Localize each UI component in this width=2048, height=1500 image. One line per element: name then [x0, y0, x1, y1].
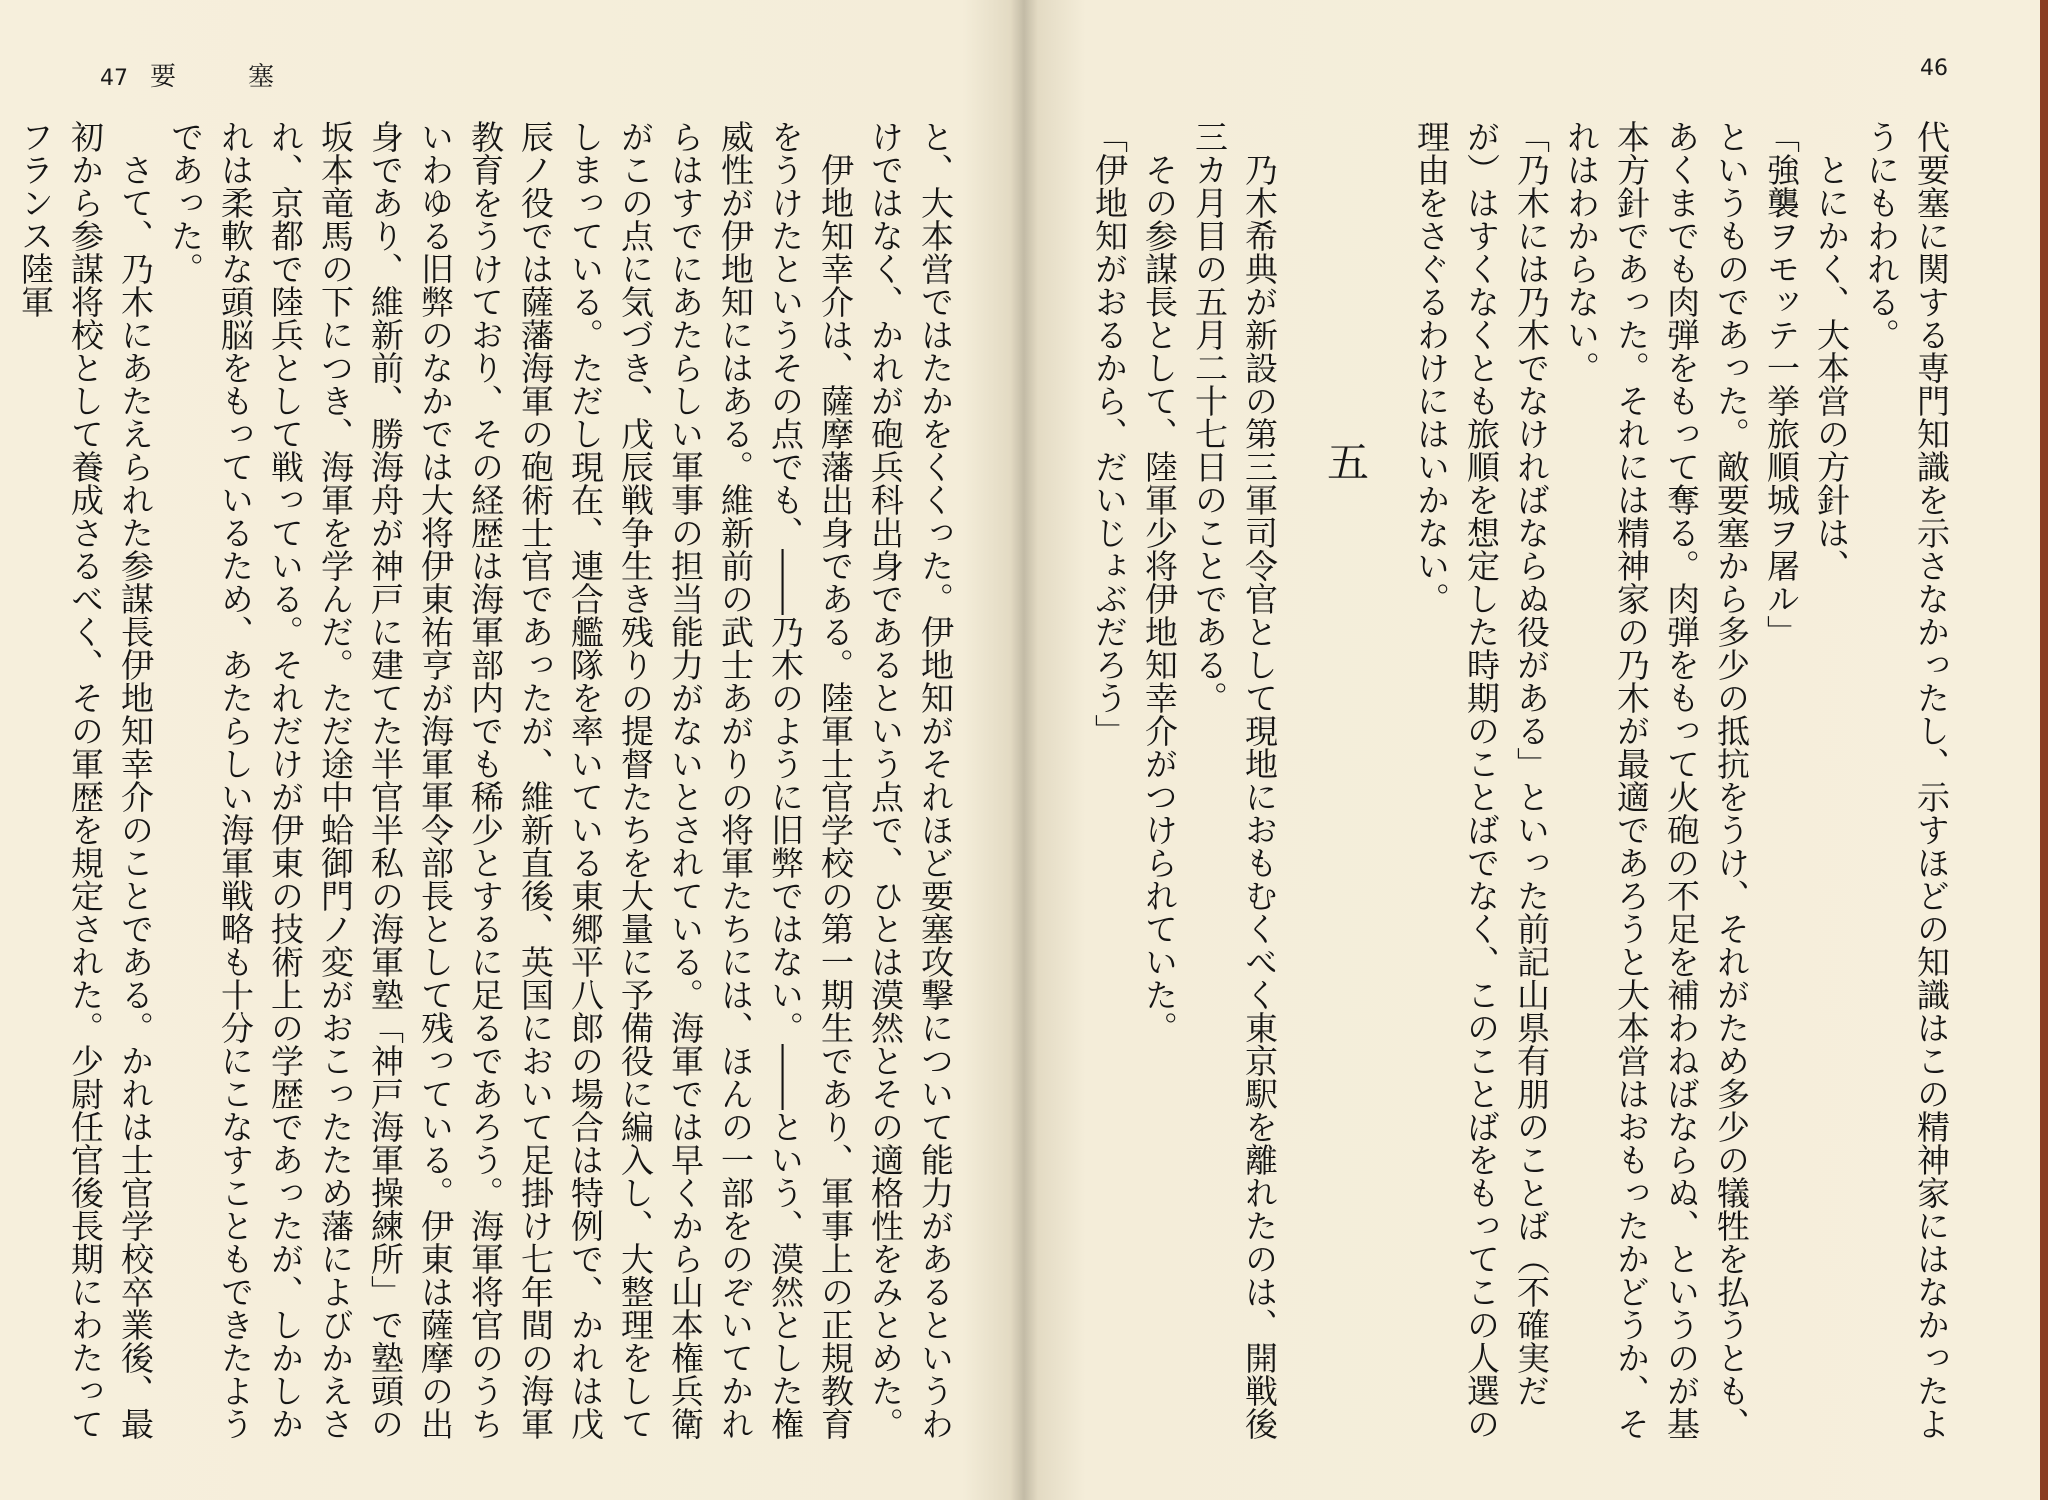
left-page-text [16, 120, 960, 1440]
right-page-text [1090, 120, 1956, 1440]
paragraph: と、大本営ではたかをくくった。伊地知がそれほど要塞攻撃について能力があるというわけではなく、かれが砲兵科出身であるという点で、ひとは漠然とその適格性をみとめた。 [866, 120, 955, 1440]
paragraph: 代要塞に関する専門知識を示さなかったし、示すほどの知識はこの精神家にはなかったようにもわれる。 [1862, 120, 1951, 1440]
paragraph: 乃木希典が新設の第三軍司令官として現地におもむくべく東京駅を離れたのは、開戦後三カ月目の五月二十七日のことである。 [1190, 120, 1279, 1440]
paragraph: とにかく、大本営の方針は、 [1812, 153, 1851, 582]
paragraph: 伊地知幸介は、薩摩藩出身である。陸軍士官学校の第一期生であり、軍事上の正規教育をうけたというその点でも、――乃木のように旧弊ではない。――という、漠然とした権威性が伊地知にはある。維新前の武士あがりの将軍たちには、ほんの一部をのぞいてかれらはすでにあたらしい軍事の担当能力がないとされている。海軍では早くから山本権兵衛がこの点に気づき、戊辰戦争生き残りの提督たちを大量に予備役に編入し、大整理をしてしまっている。ただし現在、連合艦隊を率いている東郷平八郎の場合は特例で、かれは戊辰ノ役では薩藩海軍の砲術士官であったが、維新直後、英国において足掛け七年間の海軍教育をうけており、その経歴は海軍部内でも稀少とするに足るであろう。海軍将官のうちいわゆる旧弊のなかでは大将伊東祐亨が海軍軍令部長として残っている。伊東は薩摩の出身であり、維新前、勝海舟が神戸に建てた半官半私の海軍塾「神戸海軍操練所」で塾頭の坂本竜馬の下につき、海軍を学んだ。ただ途中蛤御門ノ変がおこったため藩によびかえされ、京都で陸兵として戦っている。それだけが伊東の技術上の学歴であったが、しかしかれは柔軟な頭脳をもっているため、あたらしい海軍戦略も十分にこなすこともできたようであった。 [166, 120, 855, 1440]
quotation: 「乃木には乃木でなければならぬ役がある」といった前記山県有朋のことば（不確実だが）はすくなくとも旅順を想定した時期のことばでなく、このことばをもってこの人選の理由をさぐるわけにはいかない。 [1412, 120, 1551, 1440]
right-page [1024, 0, 2048, 1500]
page-edge [2040, 0, 2048, 1500]
paragraph: というものであった。敵要塞から多少の抵抗をうけ、それがため多少の犠牲を払うとも、あくまでも肉弾をもって奪る。肉弾をもって火砲の不足を補わねばならぬ、というのが基本方針であった。それには精神家の乃木が最適であろうと大本営はおもったかどうか、それはわからない。 [1562, 120, 1751, 1440]
quotation: 「伊地知がおるから、だいじょぶだろう」 [1090, 120, 1129, 747]
paragraph: さて、乃木にあたえられた参謀長伊地知幸介のことである。かれは士官学校卒業後、最初から参謀将校として養成さるべく、その軍歴を規定された。少尉任官後長期にわたってフランス陸軍 [16, 120, 155, 1440]
quotation: 「強襲ヲモッテ一挙旅順城ヲ屠ル」 [1762, 120, 1801, 648]
left-page-number: 47 [100, 66, 128, 91]
running-title: 要塞 [150, 62, 347, 92]
left-page-header [100, 56, 346, 93]
section-heading: 五 [1321, 440, 1370, 482]
book-gutter [1010, 0, 1038, 1500]
right-page-number: 46 [1920, 56, 1948, 81]
paragraph: その参謀長として、陸軍少将伊地知幸介がつけられていた。 [1140, 153, 1179, 1044]
